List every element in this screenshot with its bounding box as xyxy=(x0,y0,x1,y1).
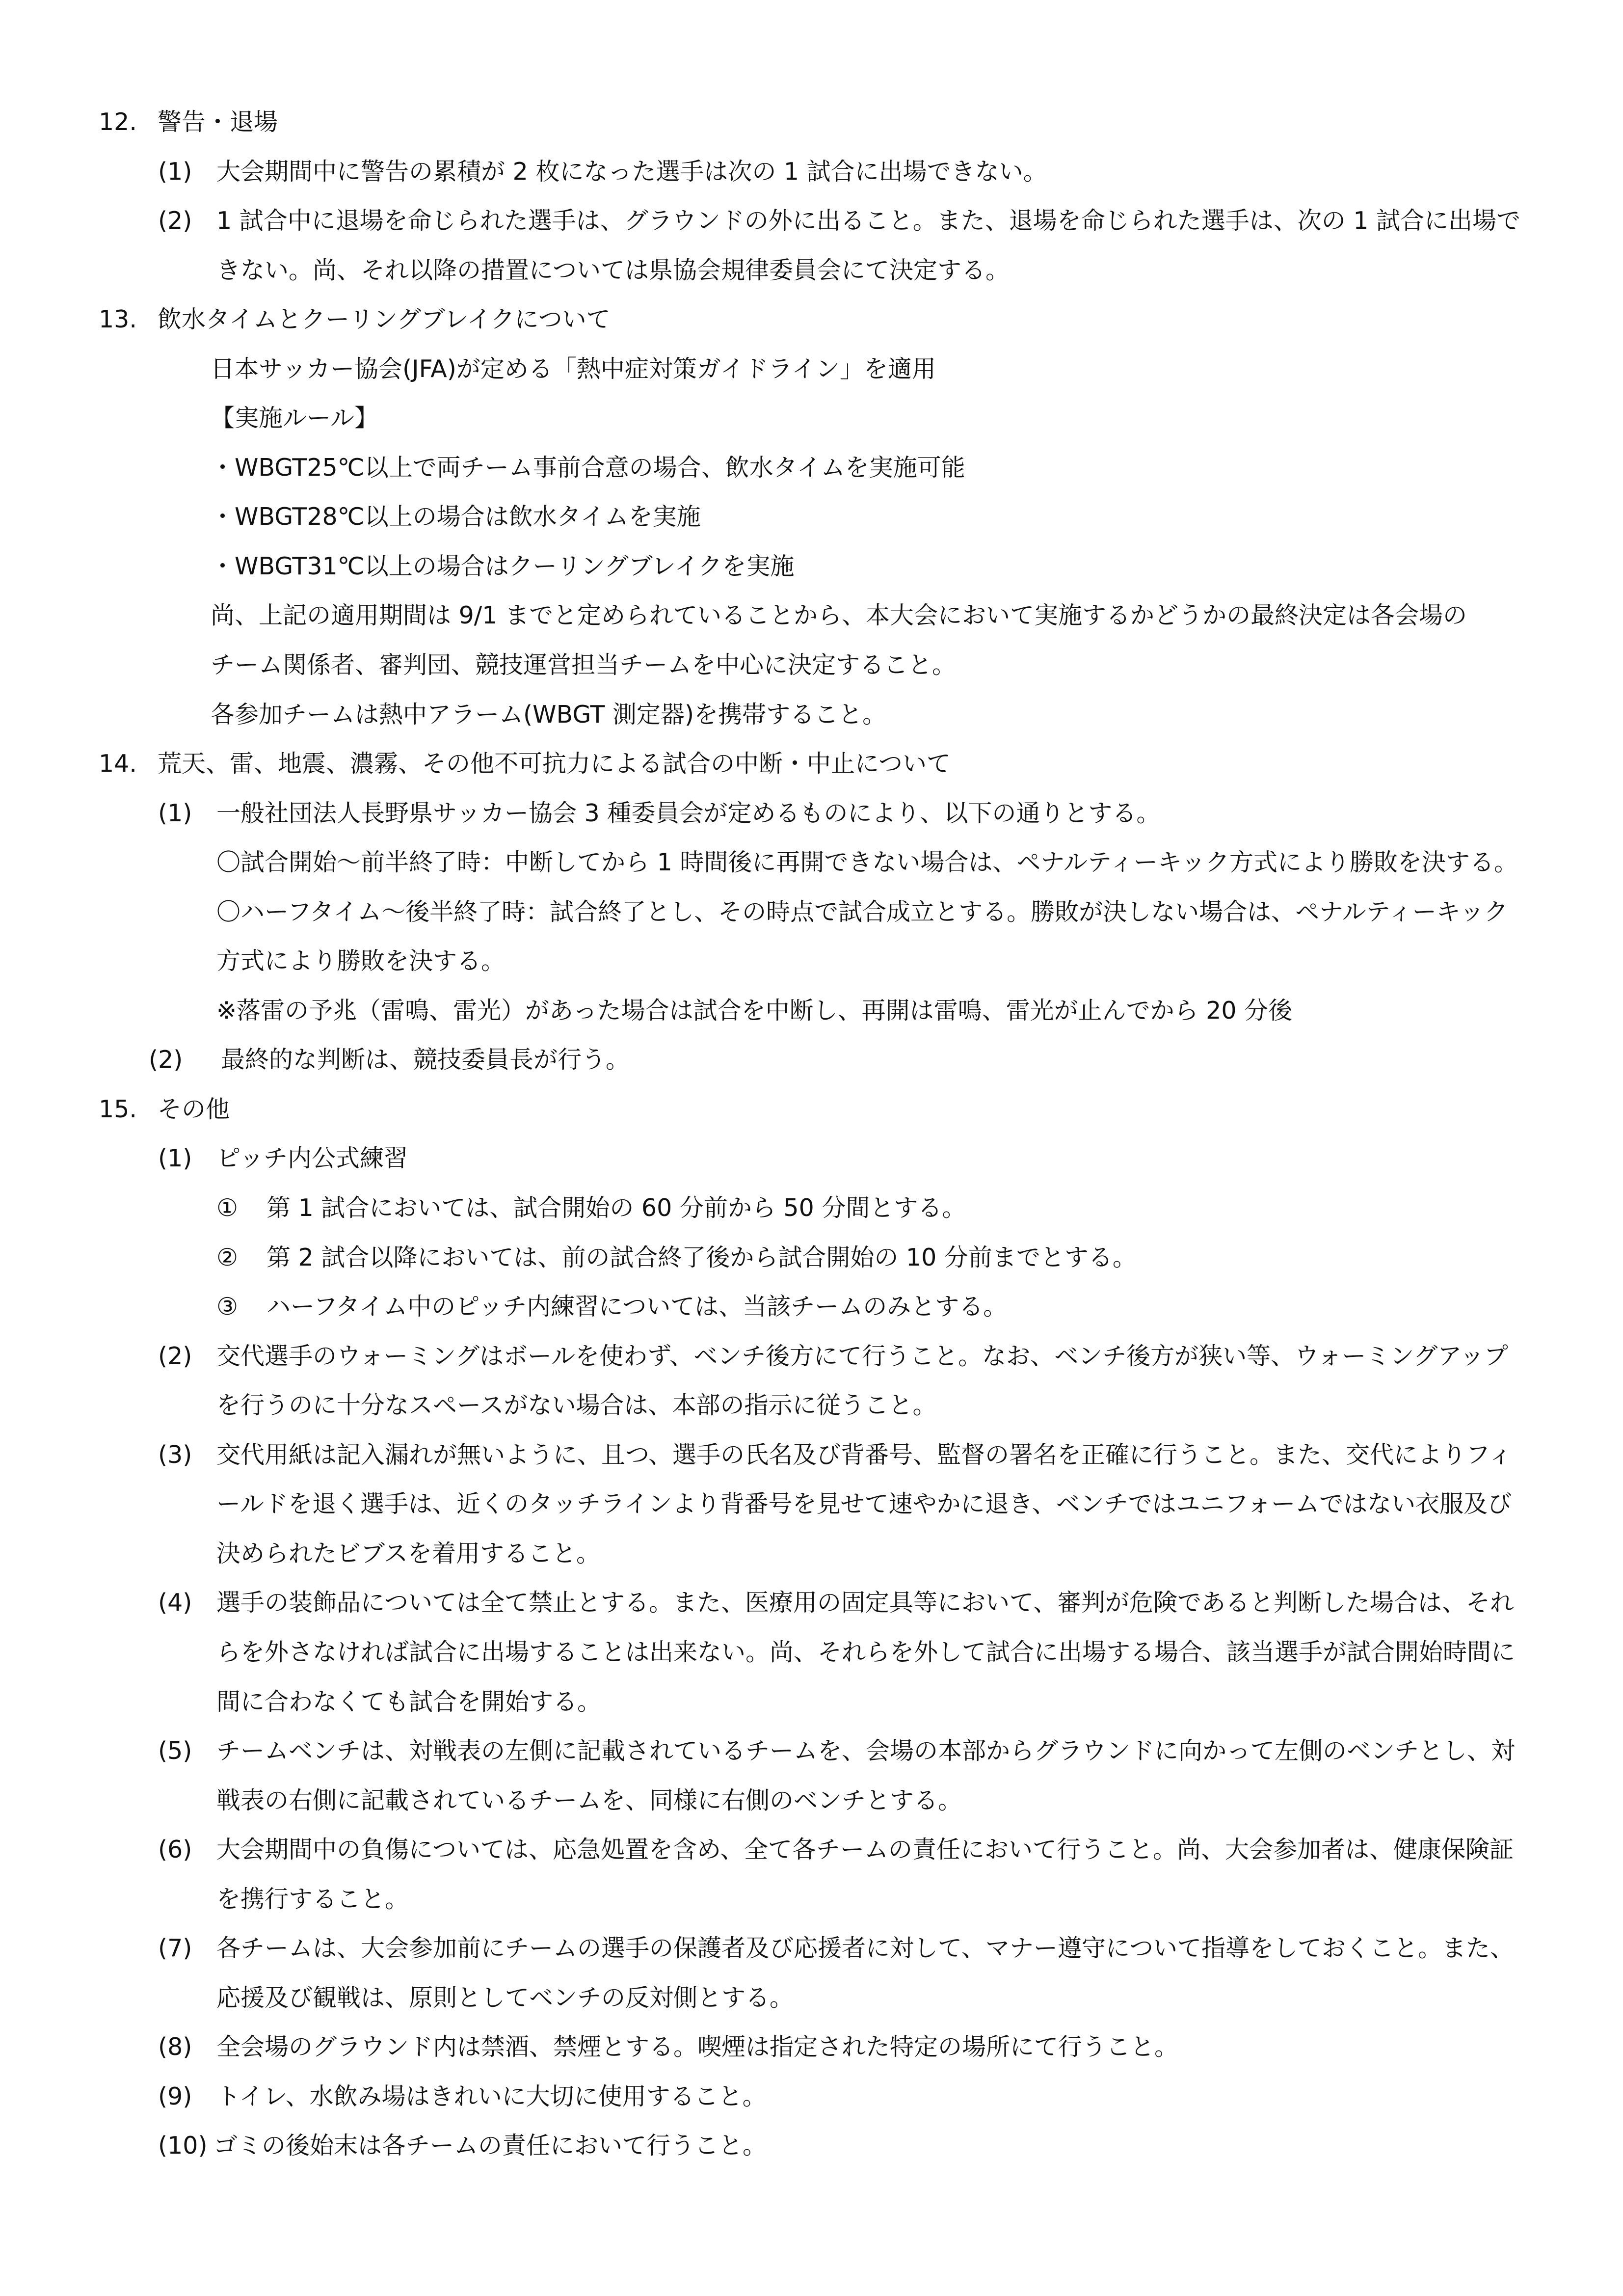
item-number: (2) xyxy=(158,1342,192,1370)
item-text: 全会場のグラウンド内は禁酒、禁煙とする。喫煙は指定された特定の場所にて行うこと。 xyxy=(216,2033,1179,2061)
item-continuation xyxy=(0,1875,1623,1924)
item-text-continued: 〇ハーフタイム～後半終了時：試合終了とし、その時点で試合成立とする。勝敗が決しない場合は、ペナルティーキック xyxy=(216,897,1508,926)
item-continuation xyxy=(0,838,1623,888)
item-continuation xyxy=(0,1628,1623,1677)
item-number: (2) xyxy=(158,207,192,235)
item-text: 最終的な判断は、競技委員長が行う。 xyxy=(221,1046,630,1074)
item-text: 交代選手のウォーミングはボールを使わず、ベンチ後方にて行うこと。なお、ベンチ後方が狭い等、ウォーミングアップ xyxy=(216,1342,1508,1370)
section-body-line: 各参加チームは熱中アラーム(WBGT 測定器)を携帯すること。 xyxy=(211,700,887,729)
list-item xyxy=(0,2072,1623,2122)
subitem-text: 第 1 試合においては、試合開始の 60 分前から 50 分間とする。 xyxy=(266,1194,966,1222)
section-number: 12. xyxy=(99,108,137,136)
section-body-line: 日本サッカー協会(JFA)が定める「熱中症対策ガイドライン」を適用 xyxy=(211,354,936,383)
list-item xyxy=(0,1134,1623,1184)
item-text-continued: を行うのに十分なスペースがない場合は、本部の指示に従うこと。 xyxy=(216,1391,937,1420)
section-body xyxy=(0,492,1623,542)
item-continuation xyxy=(0,937,1623,986)
item-continuation xyxy=(0,888,1623,937)
item-text: 選手の装飾品については全て禁止とする。また、医療用の固定具等において、審判が危険であると判断した場合は、それ xyxy=(216,1589,1515,1617)
item-text-continued: を携行すること。 xyxy=(216,1885,409,1913)
item-text: チームベンチは、対戦表の左側に記載されているチームを、会場の本部からグラウンドに向かって左側のベンチとし、対 xyxy=(216,1737,1516,1765)
item-number: (7) xyxy=(158,1934,192,1963)
section-heading xyxy=(0,739,1623,789)
subitem-number: ② xyxy=(216,1243,238,1271)
section-body-line: チーム関係者、審判団、競技運営担当チームを中心に決定すること。 xyxy=(211,651,957,679)
section-body-line: ・WBGT31℃以上の場合はクーリングブレイクを実施 xyxy=(211,552,795,580)
section-body-line: ・WBGT25℃以上で両チーム事前合意の場合、飲水タイムを実施可能 xyxy=(211,453,965,482)
item-text: 交代用紙は記入漏れが無いように、且つ、選手の氏名及び背番号、監督の署名を正確に行うこと。また、交代によりフィ xyxy=(216,1440,1513,1469)
section-number: 15. xyxy=(99,1095,137,1123)
item-text-continued: 間に合わなくても試合を開始する。 xyxy=(216,1687,602,1716)
item-text-continued: きない。尚、それ以降の措置については県協会規律委員会にて決定する。 xyxy=(216,256,1010,284)
section-body xyxy=(0,591,1623,641)
item-continuation xyxy=(0,1677,1623,1727)
item-continuation xyxy=(0,1381,1623,1431)
item-number: (1) xyxy=(158,799,192,827)
item-text-continued: ※落雷の予兆（雷鳴、雷光）があった場合は試合を中断し、再開は雷鳴、雷光が止んでから 20 分後 xyxy=(216,996,1293,1025)
item-text-continued: らを外さなければ試合に出場することは出来ない。尚、それらを外して試合に出場する場合、該当選手が試合開始時間に xyxy=(216,1638,1516,1666)
item-number: (9) xyxy=(158,2082,192,2110)
item-continuation xyxy=(0,1973,1623,2023)
subitem-text: 第 2 試合以降においては、前の試合終了後から試合開始の 10 分前までとする。 xyxy=(266,1243,1137,1271)
item-continuation xyxy=(0,1529,1623,1579)
item-text: 大会期間中の負傷については、応急処置を含め、全て各チームの責任において行うこと。尚、大会参加者は、健康保険証 xyxy=(216,1836,1514,1864)
list-item xyxy=(0,2023,1623,2072)
item-number: (3) xyxy=(158,1440,192,1469)
item-continuation xyxy=(0,246,1623,296)
item-number: (6) xyxy=(158,1836,192,1864)
section-body xyxy=(0,542,1623,592)
item-text: トイレ、水飲み場はきれいに大切に使用すること。 xyxy=(216,2082,767,2110)
list-item xyxy=(0,196,1623,246)
item-number: (1) xyxy=(158,157,192,186)
section-body xyxy=(0,641,1623,690)
sub-item xyxy=(0,1233,1623,1283)
subitem-number: ① xyxy=(216,1194,238,1222)
item-text-continued: 〇試合開始～前半終了時：中断してから 1 時間後に再開できない場合は、ペナルティーキック方式により勝敗を決する。 xyxy=(216,848,1518,877)
section-number: 14. xyxy=(99,750,137,778)
sub-item xyxy=(0,1184,1623,1233)
item-text: ゴミの後始末は各チームの責任において行うこと。 xyxy=(213,2132,767,2160)
item-text: 大会期間中に警告の累積が 2 枚になった選手は次の 1 試合に出場できない。 xyxy=(216,157,1047,186)
section-body-line: 尚、上記の適用期間は 9/1 までと定められていることから、本大会において実施するかどうかの最終決定は各会場の xyxy=(211,601,1467,630)
section-number: 13. xyxy=(99,305,137,334)
section-body-line: ・WBGT28℃以上の場合は飲水タイムを実施 xyxy=(211,503,701,531)
section-heading xyxy=(0,295,1623,345)
section-body xyxy=(0,394,1623,443)
section-body-line: 【実施ルール】 xyxy=(211,404,379,432)
section-body xyxy=(0,690,1623,740)
section-title: 飲水タイムとクーリングブレイクについて xyxy=(158,305,611,334)
subitem-text: ハーフタイム中のピッチ内練習については、当該チームのみとする。 xyxy=(266,1293,1008,1321)
sub-item xyxy=(0,1282,1623,1332)
item-text-continued: 決められたビブスを着用すること。 xyxy=(216,1539,601,1567)
item-text: ピッチ内公式練習 xyxy=(216,1144,408,1173)
list-item xyxy=(0,2121,1623,2171)
item-text-continued: 応援及び観戦は、原則としてベンチの反対側とする。 xyxy=(216,1983,794,2012)
item-number: (1) xyxy=(158,1144,192,1173)
item-number: (8) xyxy=(158,2033,192,2061)
item-continuation xyxy=(0,1776,1623,1826)
item-text: 一般社団法人長野県サッカー協会 3 種委員会が定めるものにより、以下の通りとする。 xyxy=(216,799,1161,827)
list-item xyxy=(0,1431,1623,1480)
list-item xyxy=(0,1578,1623,1628)
section-title: 警告・退場 xyxy=(158,108,278,136)
item-number: (2) xyxy=(149,1046,183,1074)
section-heading xyxy=(0,98,1623,147)
item-text-continued: 方式により勝敗を決する。 xyxy=(216,947,506,975)
section-title: 荒天、雷、地震、濃霧、その他不可抗力による試合の中断・中止について xyxy=(158,750,951,778)
list-item xyxy=(0,1825,1623,1875)
item-text-continued: ールドを退く選手は、近くのタッチラインより背番号を見せて速やかに退き、ベンチではユニフォームではない衣服及び xyxy=(216,1490,1512,1518)
subitem-number: ③ xyxy=(216,1293,238,1321)
list-item xyxy=(0,1924,1623,1973)
item-continuation xyxy=(0,1480,1623,1529)
list-item xyxy=(0,147,1623,197)
item-continuation xyxy=(0,986,1623,1036)
section-body xyxy=(0,443,1623,493)
list-item xyxy=(0,1727,1623,1776)
item-text: 各チームは、大会参加前にチームの選手の保護者及び応援者に対して、マナー遵守について指導をしておくこと。また、 xyxy=(216,1934,1515,1963)
item-number: (4) xyxy=(158,1589,192,1617)
list-item xyxy=(0,1332,1623,1381)
item-number: (5) xyxy=(158,1737,192,1765)
section-body xyxy=(0,345,1623,394)
section-heading xyxy=(0,1085,1623,1134)
item-text-continued: 戦表の右側に記載されているチームを、同様に右側のベンチとする。 xyxy=(216,1786,962,1814)
item-text: 1 試合中に退場を命じられた選手は、グラウンドの外に出ること。また、退場を命じられた選手は、次の 1 試合に出場で xyxy=(216,207,1521,235)
section-title: その他 xyxy=(158,1095,230,1123)
list-item xyxy=(0,789,1623,838)
item-number: (10) xyxy=(158,2132,208,2160)
list-item xyxy=(0,1035,1623,1085)
